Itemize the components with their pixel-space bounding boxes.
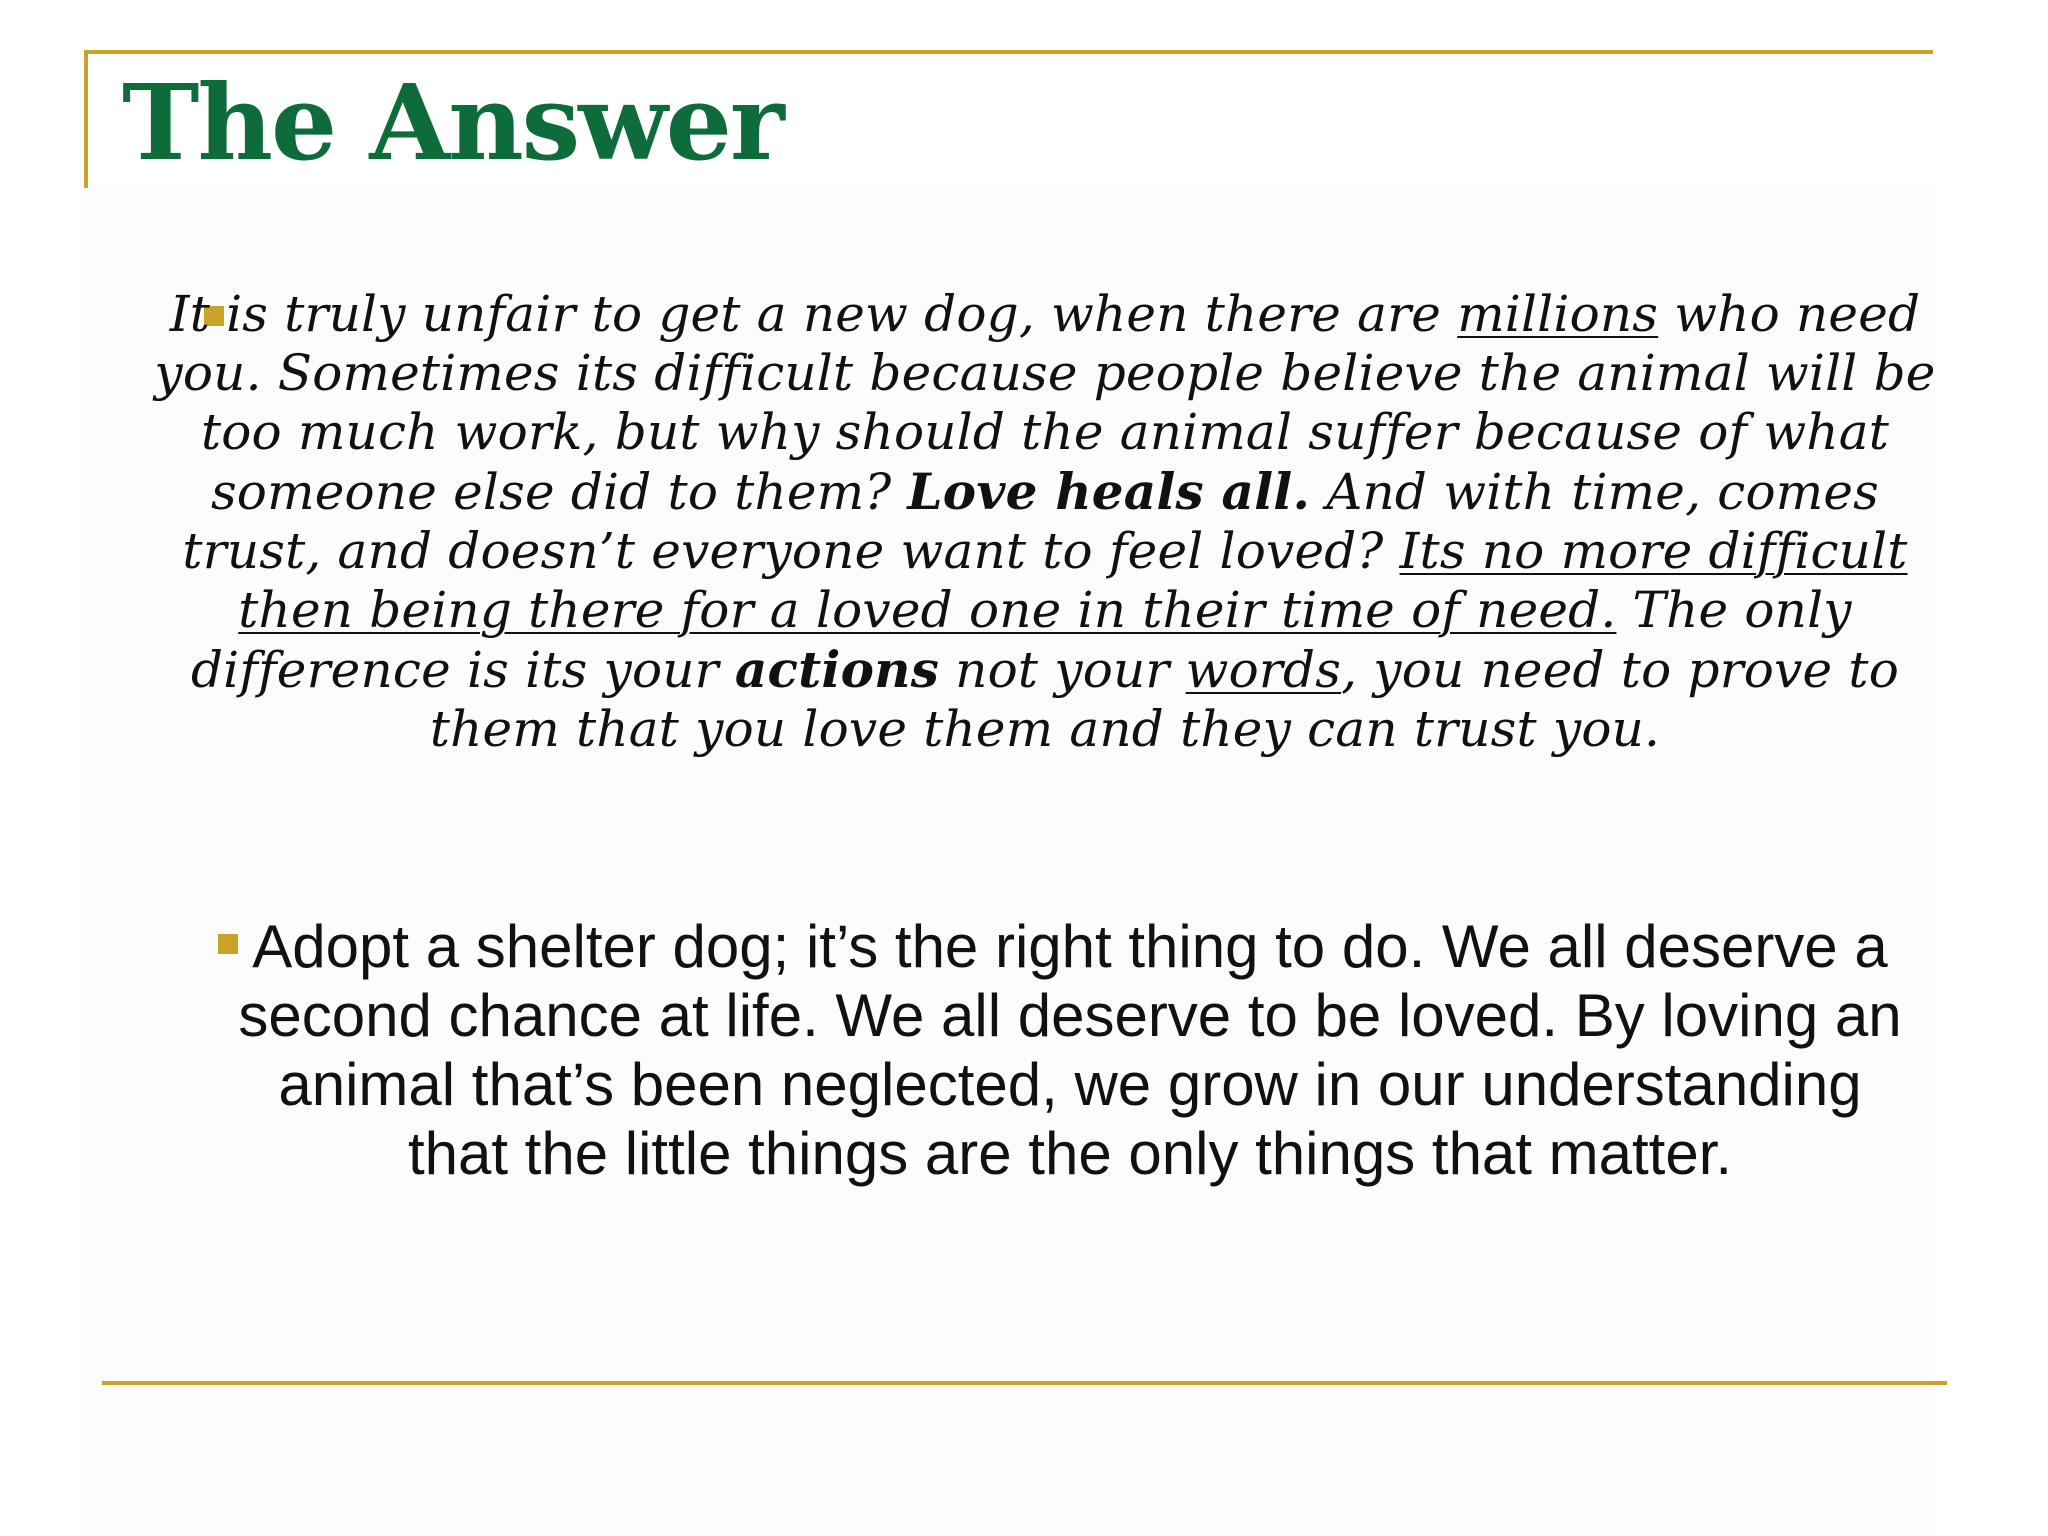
bullet1-text-c: And with time, comes trust, and doesn’t everyone want to feel loved? <box>182 463 1880 580</box>
top-rule-divider <box>84 50 1933 54</box>
bullet1-underlined-sentence: Its no more difficult then being there for a loved one in their time of need. <box>238 522 1908 639</box>
bullet1-text-f: , you need to prove to them that you love them and they can trust you. <box>429 641 1900 758</box>
bullet1-text-d: The only difference is its your <box>190 581 1852 699</box>
bullet1-underlined-words: words <box>1185 641 1342 699</box>
left-rule-divider <box>84 50 88 188</box>
bullet1-bold-love-heals: Love heals all. <box>907 462 1311 521</box>
bullet1-text-a: It is truly unfair to get a new dog, when there are <box>169 285 1458 343</box>
slide-title: The Answer <box>122 61 783 184</box>
bullet1-text-b: who need you. Sometimes its difficult because people believe the animal will be too much work, but why should the animal suffer because of what someone else did to them? <box>154 285 1936 521</box>
bottom-rule-divider <box>102 1381 1947 1385</box>
bullet-paragraph-1 <box>140 285 1950 759</box>
bullet1-bold-actions: actions <box>734 640 940 699</box>
bullet1-underlined-millions: millions <box>1457 285 1659 343</box>
bullet-paragraph-2: Adopt a shelter dog; it’s the right thing to do. We all deserve a second chance at life. We all deserve to be loved. By loving an animal that’s been neglected, we grow in our understanding that the little things are the only things that matter. <box>238 913 1902 1187</box>
bullet1-text-e: not your <box>939 641 1186 699</box>
